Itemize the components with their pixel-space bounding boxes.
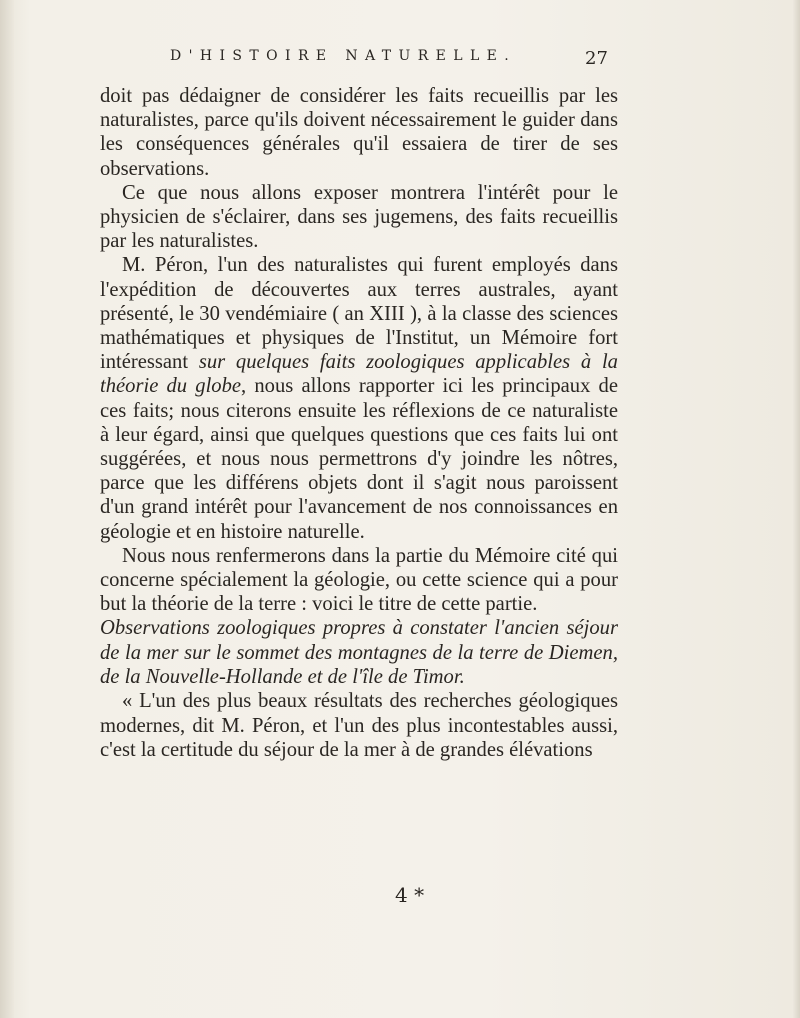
page-edge <box>792 0 800 1018</box>
paragraph-3 <box>100 253 618 543</box>
paragraph-3-end: , nous allons rapporter ici les principaux de ces faits; nous citerons ensuite les réflexions de ce naturaliste à leur égard, ainsi que quelques questions que ces faits lui ont suggérées, et nous nous permettrons d'y joindre les nôtres, parce que les différens objets dont il s'agit nous paroissent d'un grand intérêt pour l'avancement de nos connoissances en géologie et en histoire naturelle. <box>100 375 618 543</box>
running-title: D'HISTOIRE NATURELLE. <box>170 48 517 64</box>
paragraph-1: doit pas dédaigner de considérer les faits recueillis par les naturalistes, parce qu'ils doivent nécessairement le guider dans les conséquences générales qu'il essaiera de tirer de ses observations. <box>100 85 618 180</box>
paragraph-3-start: M. Péron, l'un des naturalistes qui furent employés dans l'expédition de découvertes aux terres australes, ayant présenté, le 30 vendémiaire ( an XIII ), à la classe des sciences mathématiques et physiques de l'Institut, un Mémoire fort intéressant <box>100 254 618 374</box>
paragraph-4: Nous nous renfermerons dans la partie du Mémoire cité qui concerne spécialement la géologie, ou cette science qui a pour but la théorie de la terre : voici le titre de cette partie. <box>100 544 618 616</box>
quote-paragraph: « L'un des plus beaux résultats des recherches géologiques modernes, dit M. Péron, et l'un des plus incontestables aussi, c'est la certitude du séjour de la mer à de grandes élévations <box>100 690 618 761</box>
page-number: 27 <box>585 48 608 69</box>
memoir-title: sur quelques faits zoologiques applicables à la théorie du globe <box>100 351 618 398</box>
book-gutter <box>0 0 14 1018</box>
section-title: Observations zoologiques propres à constater l'ancien séjour de la mer sur le sommet des montagnes de la terre de Diemen, de la Nouvelle-Hollande et de l'île de Timor. <box>100 617 618 689</box>
body-text <box>100 84 618 762</box>
signature-mark: 4 * <box>395 883 425 907</box>
paragraph-2: Ce que nous allons exposer montrera l'intérêt pour le physicien de s'éclairer, dans ses jugemens, des faits recueillis par les naturalistes. <box>100 181 618 253</box>
